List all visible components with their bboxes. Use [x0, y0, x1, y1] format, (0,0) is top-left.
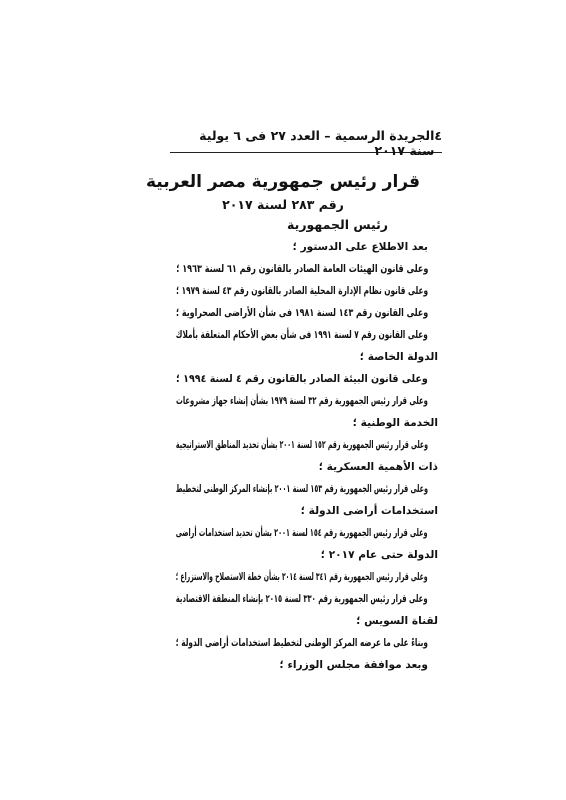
preamble-line: وعلى قرار رئيس الجمهورية رقم ١٥٢ لسنة ٢٠٠١ بشأن تحديد المناطق الاستراتيجية: [175, 439, 428, 451]
page-number: ٤: [434, 128, 442, 143]
preamble-line: وعلى قرار رئيس الجمهورية رقم ٣٣٠ لسنة ٢٠١٥ بإنشاء المنطقة الاقتصادية: [176, 593, 428, 605]
decree-title: قرار رئيس جمهورية مصر العربية: [145, 172, 420, 192]
page-header: [170, 128, 442, 158]
decree-issuer: رئيس الجمهورية: [287, 217, 388, 232]
preamble-line: وعلى قانون الهيئات العامة الصادر بالقانون رقم ٦١ لسنة ١٩٦٣ ؛: [175, 263, 428, 275]
preamble-line: وعلى قرار رئيس الجمهورية رقم ٣٤١ لسنة ٢٠١٤ بشأن خطة الاستصلاح والاستزراع ؛: [176, 571, 428, 583]
preamble-line: وبعد موافقة مجلس الوزراء ؛: [279, 659, 428, 671]
preamble-line: استخدامات أراضى الدولة ؛: [300, 505, 438, 517]
preamble-line: ذات الأهمية العسكرية ؛: [318, 461, 438, 473]
preamble-line: وعلى قانون البيئة الصادر بالقانون رقم ٤ لسنة ١٩٩٤ ؛: [176, 373, 428, 385]
publication-line: الجريدة الرسمية – العدد ٢٧ فى ٦ يولية سنة ٢٠١٧: [199, 128, 435, 158]
preamble-line: وعلى القانون رقم ٧ لسنة ١٩٩١ فى شأن بعض الأحكام المتعلقة بأملاك: [175, 329, 428, 341]
preamble-line: بعد الاطلاع على الدستور ؛: [292, 241, 428, 253]
preamble-line: الخدمة الوطنية ؛: [352, 417, 438, 429]
preamble-line: وعلى قرار رئيس الجمهورية رقم ٣٢ لسنة ١٩٧٩ بشأن إنشاء جهاز مشروعات: [176, 395, 428, 407]
preamble-line: وعلى قرار رئيس الجمهورية رقم ١٥٤ لسنة ٢٠٠١ بشأن تحديد استخدامات أراضى: [176, 527, 428, 539]
preamble-line: وعلى قرار رئيس الجمهورية رقم ١٥٣ لسنة ٢٠٠١ بإنشاء المركز الوطنى لتخطيط: [175, 483, 428, 495]
decree-number: رقم ٢٨٣ لسنة ٢٠١٧: [222, 197, 344, 212]
preamble-line: وعلى قانون نظام الإدارة المحلية الصادر بالقانون رقم ٤٣ لسنة ١٩٧٩ ؛: [176, 285, 428, 297]
preamble-line: وعلى القانون رقم ١٤٣ لسنة ١٩٨١ فى شأن الأراضى الصحراوية ؛: [175, 307, 428, 319]
preamble-line: وبناءً على ما عرضه المركز الوطنى لتخطيط استخدامات أراضى الدولة ؛: [175, 637, 428, 649]
preamble-line: الدولة الخاصة ؛: [359, 351, 438, 363]
preamble-line: الدولة حتى عام ٢٠١٧ ؛: [320, 549, 438, 561]
preamble-line: لقناة السويس ؛: [356, 615, 438, 627]
